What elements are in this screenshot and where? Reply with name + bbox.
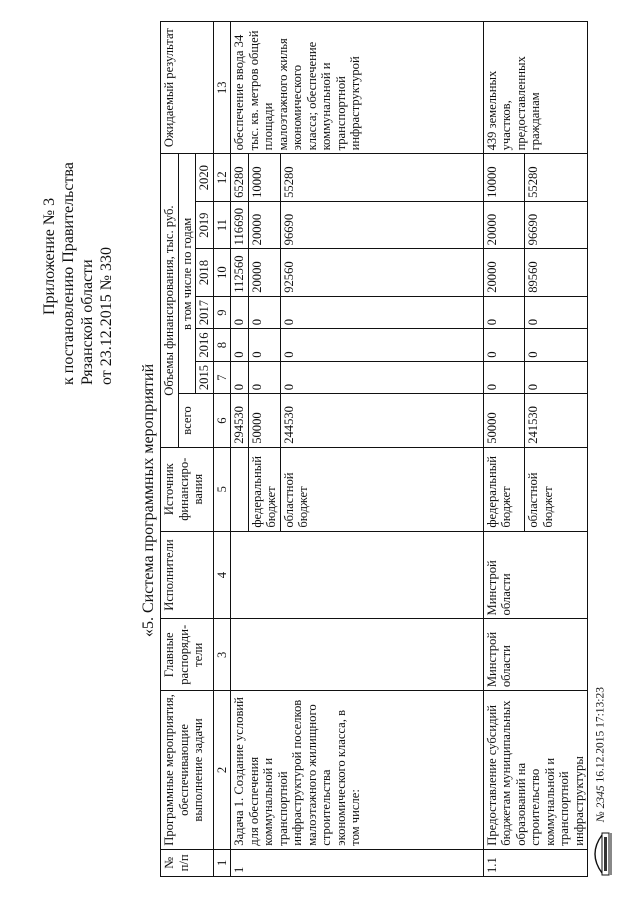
col-number: 12 bbox=[213, 154, 231, 201]
table-row bbox=[231, 22, 249, 877]
header-by-years: в том числе по годам bbox=[178, 154, 196, 394]
row-year-value: 112560 bbox=[231, 249, 249, 296]
header-row-1 bbox=[161, 22, 179, 877]
row-executors: Минстрой области bbox=[483, 531, 588, 619]
appendix-block bbox=[40, 45, 116, 385]
header-result: Ожидаемый результат bbox=[161, 22, 214, 154]
col-number: 3 bbox=[213, 619, 231, 691]
program-measures-table bbox=[160, 21, 588, 877]
row-year-value: 55280 bbox=[525, 154, 588, 201]
header-year: 2018 bbox=[196, 249, 214, 296]
row-year-value: 96690 bbox=[525, 201, 588, 248]
col-number: 6 bbox=[213, 394, 231, 448]
col-number: 4 bbox=[213, 531, 231, 619]
header-year: 2016 bbox=[196, 329, 214, 362]
row-year-value: 0 bbox=[231, 296, 249, 329]
row-year-value: 20000 bbox=[248, 201, 280, 248]
header-total: всего bbox=[178, 394, 213, 448]
row-program: Задача 1. Создание условий для обеспечения коммунальной и транспортной инфраструктурой поселков малоэтажного жилищного строительства экономического класса, в том числе: bbox=[231, 691, 484, 850]
table-row bbox=[483, 22, 525, 877]
row-result: 439 земельных участков, предоставленных гражданам bbox=[483, 22, 588, 154]
header-source: Источник финансиро-вания bbox=[161, 447, 214, 531]
col-number: 8 bbox=[213, 329, 231, 362]
header-program: Программные мероприятия, обеспечивающие выполнение задачи bbox=[161, 691, 214, 850]
letopis-logo-icon bbox=[590, 831, 612, 877]
row-year-value: 0 bbox=[483, 361, 525, 394]
column-number-row bbox=[213, 22, 231, 877]
row-year-value: 0 bbox=[280, 329, 483, 362]
row-source: федеральный бюджет bbox=[483, 447, 525, 531]
row-year-value: 0 bbox=[248, 361, 280, 394]
row-year-value: 0 bbox=[231, 361, 249, 394]
row-main-managers bbox=[231, 619, 484, 691]
row-year-value: 0 bbox=[525, 361, 588, 394]
header-executors: Исполнители bbox=[161, 531, 214, 619]
row-total: 241530 bbox=[525, 394, 588, 448]
row-total: 50000 bbox=[483, 394, 525, 448]
doc-datetime: 16.12.2015 17:13:23 bbox=[594, 687, 607, 783]
header-year: 2020 bbox=[196, 154, 214, 201]
row-year-value: 20000 bbox=[483, 249, 525, 296]
row-source bbox=[231, 447, 249, 531]
header-year: 2019 bbox=[196, 201, 214, 248]
row-executors bbox=[231, 531, 484, 619]
header-year: 2015 bbox=[196, 361, 214, 394]
row-main-managers: Минстрой области bbox=[483, 619, 588, 691]
row-year-value: 92560 bbox=[280, 249, 483, 296]
section-title: «5. Система программных мероприятий bbox=[140, 363, 157, 637]
row-year-value: 0 bbox=[248, 329, 280, 362]
row-source: федеральный бюджет bbox=[248, 447, 280, 531]
col-number: 2 bbox=[213, 691, 231, 850]
col-number: 13 bbox=[213, 22, 231, 154]
registration-stamp bbox=[590, 687, 612, 877]
row-year-value: 0 bbox=[280, 296, 483, 329]
row-year-value: 0 bbox=[483, 296, 525, 329]
row-year-value: 65280 bbox=[231, 154, 249, 201]
header-main-managers: Главные распоряди-тели bbox=[161, 619, 214, 691]
row-no: 1 bbox=[231, 849, 484, 876]
row-total: 244530 bbox=[280, 394, 483, 448]
header-volumes: Объемы финансирования, тыс. руб. bbox=[161, 154, 179, 447]
row-year-value: 0 bbox=[231, 329, 249, 362]
col-number: 11 bbox=[213, 201, 231, 248]
appendix-line-3: Рязанской области bbox=[79, 259, 96, 385]
row-source: областной бюджет bbox=[525, 447, 588, 531]
col-number: 10 bbox=[213, 249, 231, 296]
row-source: областной бюджет bbox=[280, 447, 483, 531]
col-number: 7 bbox=[213, 361, 231, 394]
row-total: 50000 bbox=[248, 394, 280, 448]
row-year-value: 55280 bbox=[280, 154, 483, 201]
col-number: 1 bbox=[213, 849, 231, 876]
header-year: 2017 bbox=[196, 296, 214, 329]
row-year-value: 20000 bbox=[248, 249, 280, 296]
appendix-line-4: от 23.12.2015 № 330 bbox=[98, 246, 115, 385]
row-year-value: 116690 bbox=[231, 201, 249, 248]
row-year-value: 10000 bbox=[483, 154, 525, 201]
row-year-value: 89560 bbox=[525, 249, 588, 296]
row-year-value: 0 bbox=[280, 361, 483, 394]
col-number: 5 bbox=[213, 447, 231, 531]
row-year-value: 0 bbox=[525, 296, 588, 329]
appendix-number: Приложение № 3 bbox=[41, 197, 58, 315]
row-program: Предоставление субсидий бюджетам муниципальных образований на строительство коммунальной и транспортной инфраструктуры bbox=[483, 691, 588, 850]
doc-number: № 2345 bbox=[594, 785, 607, 823]
row-year-value: 0 bbox=[525, 329, 588, 362]
col-number: 9 bbox=[213, 296, 231, 329]
row-no: 1.1 bbox=[483, 849, 588, 876]
row-year-value: 96690 bbox=[280, 201, 483, 248]
row-year-value: 20000 bbox=[483, 201, 525, 248]
appendix-line-2: к постановлению Правительства bbox=[60, 162, 77, 385]
row-year-value: 10000 bbox=[248, 154, 280, 201]
row-total: 294530 bbox=[231, 394, 249, 448]
row-year-value: 0 bbox=[483, 329, 525, 362]
header-no: № п/п bbox=[161, 849, 214, 876]
row-year-value: 0 bbox=[248, 296, 280, 329]
row-result: обеспечение ввода 34 тыс. кв. метров общей площади малоэтажного жилья экономического класса; обеспечение коммунальной и транспортной инфраструктурой bbox=[231, 22, 484, 154]
